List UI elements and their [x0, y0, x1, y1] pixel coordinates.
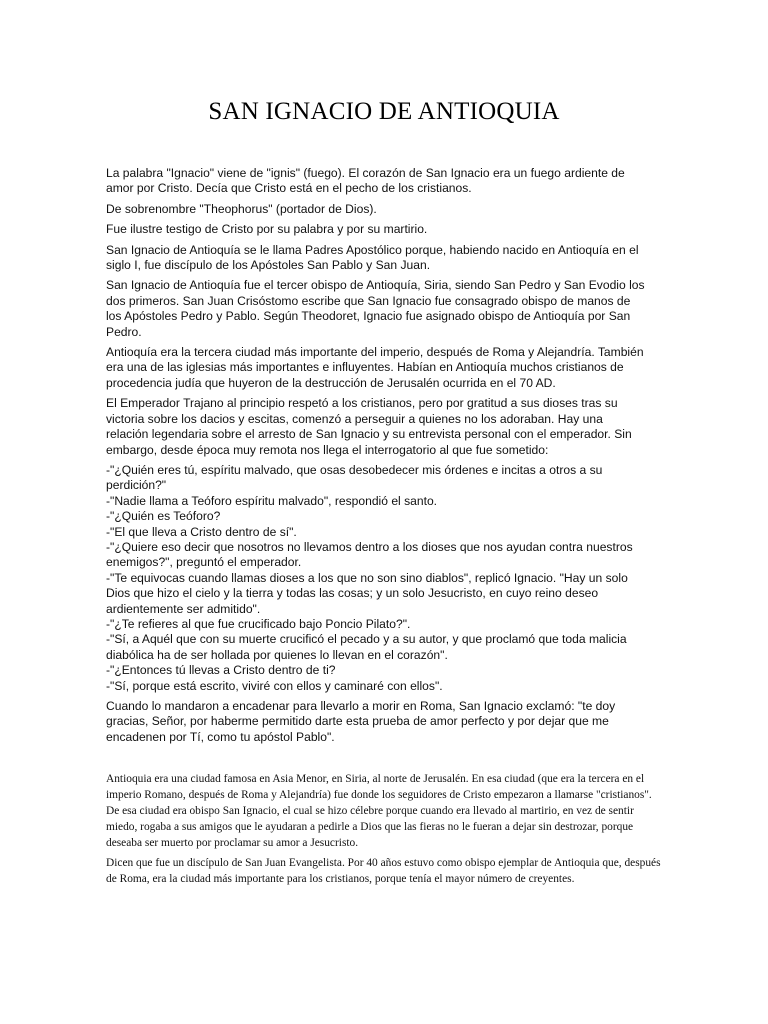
- dialogue-line: -"¿Entonces tú llevas a Cristo dentro de ti?: [106, 663, 336, 678]
- dialogue-line: -"¿Quién es Teóforo?: [106, 509, 221, 524]
- dialogue-line: -"¿Quiere eso decir que nosotros no llevamos dentro a los dioses que nos ayudan contra nuestros enemigos?", preguntó el emperador.: [106, 539, 633, 570]
- closing-paragraph: Cuando lo mandaron a encadenar para llevarlo a morir en Roma, San Ignacio exclamó: "te doy gracias, Señor, por haberme permitido darte esta prueba de amor perfecto y por dejar que me encadenen por Tí, como tu apóstol Pablo".: [106, 699, 616, 744]
- interrogation-dialogue: [106, 463, 646, 694]
- page-title: SAN IGNACIO DE ANTIOQUIA: [208, 98, 560, 125]
- dialogue-line: -"¿Te refieres al que fue crucificado bajo Poncio Pilato?".: [106, 616, 411, 631]
- dialogue-line: -"¿Quién eres tú, espíritu malvado, que osas desobedecer mis órdenes e incitas a otros a su perdición?": [106, 462, 603, 493]
- dialogue-line: -"Sí, a Aquél que con su muerte crucificó el pecado y a su autor, y que proclamó que toda malicia diabólica ha de ser hollada por quienes lo llevan en el corazón".: [106, 632, 627, 662]
- serif-paragraph: Dicen que fue un discípulo de San Juan Evangelista. Por 40 años estuvo como obispo ejemplar de Antioquia que, después de Roma, era la ciudad más importante para los cristianos, porque tenía el mayor número de creyentes.: [106, 857, 661, 885]
- dialogue-line: -"El que lleva a Cristo dentro de sí".: [106, 524, 297, 539]
- paragraph: San Ignacio de Antioquía se le llama Padres Apostólico porque, habiendo nacido en Antioquía en el siglo I, fue discípulo de los Apóstoles San Pablo y San Juan.: [106, 242, 639, 273]
- main-text: [106, 166, 646, 750]
- serif-paragraph: Antioquia era una ciudad famosa en Asia Menor, en Siria, al norte de Jerusalén. En esa ciudad (que era la tercera en el imperio Romano, después de Roma y Alejandría) fue donde los seguidores de Cristo empezaron a llamarse "cristianos". De esa ciudad era obispo San Ignacio, el cual se hizo célebre porque cuando era llevado al martirio, en vez de sentir miedo, rogaba a sus amigos que le ayudaran a pedirle a Dios que las fieras no le fueran a dejar sin destrozar, porque deseaba ser muerto por proclamar su amor a Jesucristo.: [106, 773, 652, 849]
- paragraph: La palabra "Ignacio" viene de "ignis" (fuego). El corazón de San Ignacio era un fuego ardiente de amor por Cristo. Decía que Cristo está en el pecho de los cristianos.: [106, 166, 625, 196]
- dialogue-line: -"Te equivocas cuando llamas dioses a los que no son sino diablos", replicó Ignacio. "Hay un solo Dios que hizo el cielo y la tierra y todas las cosas; y un solo Jesucristo, en cuyo reino deseo ardientemente ser admitido".: [106, 570, 628, 616]
- paragraph: San Ignacio de Antioquía fue el tercer obispo de Antioquía, Siria, siendo San Pedro y San Evodio los dos primeros. San Juan Crisóstomo escribe que San Ignacio fue consagrado obispo de manos de los Apóstoles Pedro y Pablo. Según Theodoret, Ignacio fue asignado obispo de Antioquía por San Pedro.: [106, 278, 645, 339]
- paragraph: El Emperador Trajano al principio respetó a los cristianos, pero por gratitud a sus dioses tras su victoria sobre los dacios y escitas, comenzó a perseguir a quienes no los adoraban. Hay una relación legendaria sobre el arresto de San Ignacio y su entrevista personal con el emperador. Sin embargo, desde época muy remota nos llega el interrogatorio al que fue sometido:: [106, 396, 632, 457]
- dialogue-line: -"Sí, porque está escrito, viviré con ellos y caminaré con ellos".: [106, 678, 443, 693]
- paragraph: De sobrenombre "Theophorus" (portador de Dios).: [106, 201, 377, 216]
- secondary-text: [106, 771, 662, 891]
- paragraph: Antioquía era la tercera ciudad más importante del imperio, después de Roma y Alejandría. También era una de las iglesias más importantes e influyentes. Habían en Antioquía muchos cristianos de procedencia judía que huyeron de la destrucción de Jerusalén ocurrida en el 70 AD.: [106, 345, 644, 390]
- paragraph: Fue ilustre testigo de Cristo por su palabra y por su martirio.: [106, 222, 428, 237]
- dialogue-line: -"Nadie llama a Teóforo espíritu malvado", respondió el santo.: [106, 493, 438, 508]
